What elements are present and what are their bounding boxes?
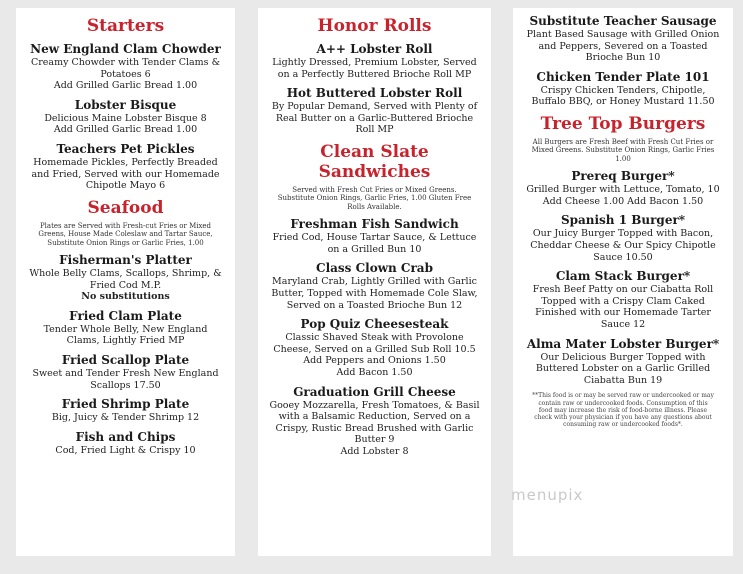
menu-item — [523, 70, 723, 108]
item-addon: Add Bacon 1.50 — [336, 366, 413, 378]
section-title-starters: Starters — [86, 16, 165, 36]
item-name: Clam Stack Burger* — [555, 269, 691, 284]
item-desc: Homemade Pickles, Perfectly Breaded and Fried, Served with our Homemade Chipotle Mayo 6 — [31, 156, 220, 192]
item-addon: Add Grilled Garlic Bread 1.00 — [53, 124, 198, 136]
item-addon: Add Cheese 1.00 Add Bacon 1.50 — [542, 195, 704, 207]
menu-item — [26, 253, 225, 303]
menu-item — [268, 317, 481, 378]
item-name: Prereq Burger* — [571, 169, 675, 184]
menu-panel-middle — [258, 8, 491, 556]
menu-item — [523, 213, 723, 263]
item-desc: Fresh Beef Patty on our Ciabatta Roll Topped with a Crispy Clam Caked Finished with our Homemade Tarter Sauce 12 — [532, 284, 714, 330]
menu-item — [268, 217, 481, 255]
item-name: Alma Mater Lobster Burger* — [526, 336, 720, 351]
menu-item — [26, 353, 225, 391]
item-name: Chicken Tender Plate 101 — [536, 69, 710, 84]
item-addon: Add Lobster 8 — [340, 445, 409, 457]
menu-item — [268, 42, 481, 80]
section-title-clean-slate: Clean Slate Sandwiches — [318, 141, 431, 182]
menu-item — [26, 98, 225, 136]
raw-food-disclaimer: **This food is or may be served raw or undercooked or may contain raw or undercooked foods. Consumption of this food may increase the risk of food-borne illness. Please check with your physician if you have any questions about consuming raw or undercooked foods*. — [532, 392, 714, 429]
menu-item — [26, 42, 225, 92]
section-note: All Burgers are Fresh Beef with Fresh Cut Fries or Mixed Greens. Substitute Onion Rings, Garlic Fries 1.00 — [531, 137, 715, 163]
item-name: Substitute Teacher Sausage — [529, 14, 717, 28]
menu-item — [26, 309, 225, 347]
item-name: Class Clown Crab — [316, 261, 433, 276]
menu-item — [523, 14, 723, 64]
item-name: Freshman Fish Sandwich — [290, 217, 459, 232]
item-name: Pop Quiz Cheesesteak — [300, 317, 449, 332]
item-addon: Add Peppers and Onions 1.50 — [303, 355, 446, 367]
item-desc: Sweet and Tender Fresh New England Scallops 17.50 — [32, 367, 219, 391]
item-name: Graduation Grill Cheese — [293, 384, 456, 399]
item-name: A++ Lobster Roll — [316, 42, 433, 56]
menu-item — [26, 142, 225, 192]
section-title-honor-rolls: Honor Rolls — [317, 16, 432, 36]
menu-item — [268, 385, 481, 458]
item-desc: Cod, Fried Light & Crispy 10 — [55, 444, 196, 456]
menu-item — [26, 397, 225, 424]
item-name: Fisherman's Platter — [59, 252, 192, 267]
menu-item — [523, 169, 723, 207]
watermark-logo: menupix — [511, 486, 584, 504]
section-note: Plates are Served with Fresh-cut Fries or Mixed Greens, House Made Coleslaw and Tartar Sauce, Substitute Onion Rings or Garlic Fries, 1.00 — [38, 221, 213, 247]
menu-item — [268, 86, 481, 136]
item-note: No substitutions — [81, 291, 170, 303]
section-title-burgers: Tree Top Burgers — [540, 113, 706, 134]
item-desc: Classic Shaved Steak with Provolone Cheese, Served on a Grilled Sub Roll 10.5 — [273, 332, 476, 355]
menu-panel-left — [16, 8, 235, 556]
section-note: Served with Fresh Cut Fries or Mixed Greens. Substitute Onion Rings, Garlic Fries, 1.00 Gluten Free Rolls Available. — [277, 185, 472, 211]
item-name: Fried Scallop Plate — [61, 352, 190, 367]
item-desc: Tender Whole Belly, New England Clams, Lightly Fried MP — [43, 323, 208, 347]
item-name: Spanish 1 Burger* — [560, 213, 686, 228]
item-desc: Fried Cod, House Tartar Sauce, & Lettuce on a Grilled Bun 10 — [272, 232, 477, 255]
item-name: Lobster Bisque — [74, 97, 177, 112]
item-desc: By Popular Demand, Served with Plenty of Real Butter on a Garlic-Buttered Brioche Roll MP — [271, 101, 478, 136]
item-desc: Gooey Mozzarella, Fresh Tomatoes, & Basil with a Balsamic Reduction, Served on a Crispy, Rustic Bread Brushed with Garlic Butter 9 — [269, 399, 480, 446]
item-name: Fried Clam Plate — [69, 308, 182, 323]
item-desc: Maryland Crab, Lightly Grilled with Garlic Butter, Topped with Homemade Cole Slaw, Served on a Toasted Brioche Bun 12 — [271, 276, 478, 311]
item-name: Fish and Chips — [75, 429, 176, 444]
item-desc: Whole Belly Clams, Scallops, Shrimp, & Fried Cod M.P. — [29, 267, 222, 291]
item-name: New England Clam Chowder — [30, 42, 221, 56]
item-desc: Big, Juicy & Tender Shrimp 12 — [51, 412, 200, 424]
item-name: Hot Buttered Lobster Roll — [286, 86, 463, 101]
menu-item — [26, 430, 225, 457]
item-name: Fried Shrimp Plate — [61, 397, 190, 412]
item-desc: Our Juicy Burger Topped with Bacon, Cheddar Cheese & Our Spicy Chipotle Sauce 10.50 — [530, 228, 716, 263]
item-name: Teachers Pet Pickles — [56, 141, 195, 156]
item-addon: Add Grilled Garlic Bread 1.00 — [53, 80, 198, 92]
menu-item — [268, 261, 481, 311]
menu-item — [523, 337, 723, 387]
menu-item — [523, 269, 723, 330]
item-desc: Crispy Chicken Tenders, Chipotle, Buffalo BBQ, or Honey Mustard 11.50 — [531, 84, 715, 108]
item-desc: Plant Based Sausage with Grilled Onion and Peppers, Severed on a Toasted Brioche Bun 10 — [526, 29, 720, 64]
menu-panel-right — [513, 8, 733, 556]
item-desc: Creamy Chowder with Tender Clams & Potatoes 6 — [30, 57, 221, 80]
item-desc: Our Delicious Burger Topped with Buttered Lobster on a Garlic Grilled Ciabatta Bun 19 — [535, 351, 711, 386]
item-desc: Lightly Dressed, Premium Lobster, Served on a Perfectly Buttered Brioche Roll MP — [272, 57, 477, 80]
section-title-seafood: Seafood — [87, 197, 164, 218]
item-desc: Delicious Maine Lobster Bisque 8 — [44, 112, 207, 124]
item-desc: Grilled Burger with Lettuce, Tomato, 10 — [526, 184, 720, 196]
